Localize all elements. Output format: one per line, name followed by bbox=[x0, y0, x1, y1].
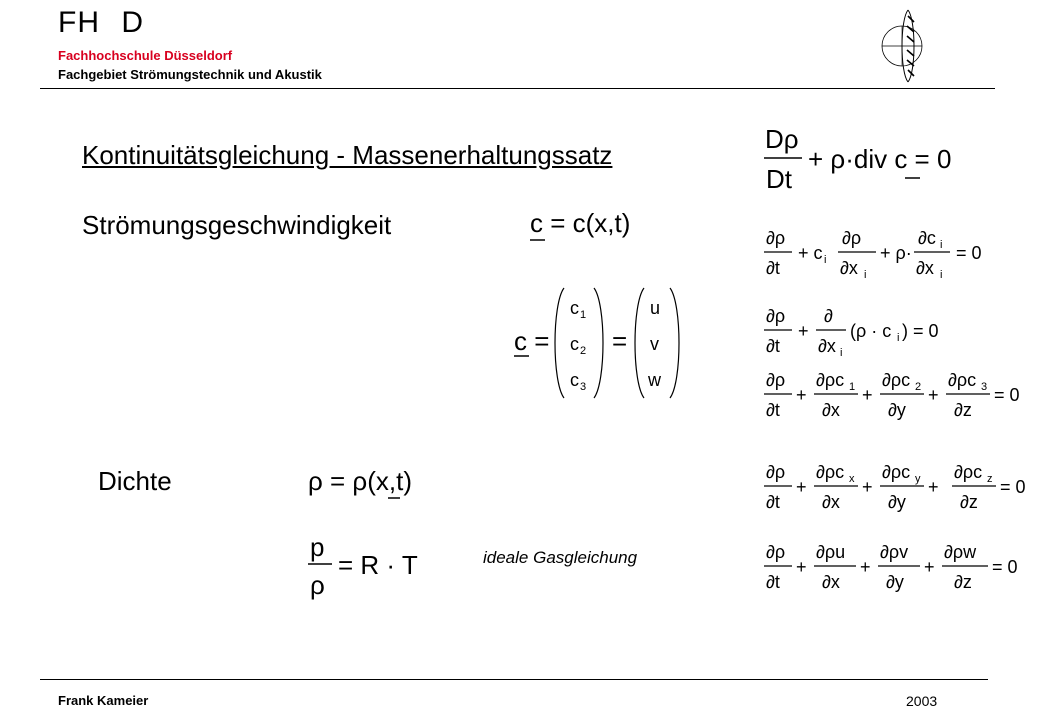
svg-text:∂ρc: ∂ρc bbox=[882, 462, 911, 482]
slide-title: Kontinuitätsgleichung - Massenerhaltungssatz bbox=[82, 140, 613, 170]
continuity-equation-index-2 bbox=[762, 300, 952, 360]
footer-rule bbox=[40, 679, 988, 680]
svg-text:∂ρc: ∂ρc bbox=[954, 462, 983, 482]
header-rule bbox=[40, 88, 995, 89]
svg-text:c = c(x,t): c = c(x,t) bbox=[530, 208, 631, 238]
gas-law-note: ideale Gasgleichung bbox=[483, 548, 638, 567]
svg-text:(ρ · c: (ρ · c bbox=[850, 321, 892, 341]
svg-text:∂: ∂ bbox=[824, 306, 833, 326]
velocity-function bbox=[528, 200, 668, 250]
svg-text:= 0: = 0 bbox=[1000, 477, 1026, 497]
svg-text:∂ρu: ∂ρu bbox=[816, 542, 846, 562]
svg-text:3: 3 bbox=[580, 381, 587, 393]
svg-text:z: z bbox=[987, 473, 993, 485]
department-name: Fachgebiet Strömungstechnik und Akustik bbox=[58, 67, 322, 82]
svg-text:+: + bbox=[796, 557, 807, 577]
density-label: Dichte bbox=[98, 466, 172, 496]
svg-text:∂t: ∂t bbox=[766, 336, 780, 356]
svg-text:Dt: Dt bbox=[766, 164, 792, 194]
svg-text:p: p bbox=[310, 532, 325, 562]
svg-text:∂ρc: ∂ρc bbox=[882, 370, 911, 390]
svg-text:2: 2 bbox=[915, 381, 922, 393]
svg-text:= 0: = 0 bbox=[994, 385, 1020, 405]
svg-text:) = 0: ) = 0 bbox=[902, 321, 939, 341]
svg-text:i: i bbox=[897, 332, 900, 344]
svg-text:∂c: ∂c bbox=[918, 228, 936, 248]
svg-text:∂z: ∂z bbox=[954, 572, 972, 592]
svg-text:u: u bbox=[650, 298, 661, 318]
svg-text:= 0: = 0 bbox=[956, 243, 982, 263]
svg-text:2: 2 bbox=[580, 345, 587, 357]
svg-text:y: y bbox=[915, 473, 921, 485]
velocity-label: Strömungsgeschwindigkeit bbox=[82, 210, 392, 240]
svg-text:∂ρ: ∂ρ bbox=[842, 228, 862, 248]
svg-text:∂ρc: ∂ρc bbox=[816, 462, 845, 482]
svg-text:Dρ: Dρ bbox=[765, 124, 799, 154]
logo-text: FH D bbox=[58, 6, 144, 39]
svg-text:c: c bbox=[570, 370, 579, 390]
svg-text:+: + bbox=[860, 557, 871, 577]
continuity-equation-cartesian-c123 bbox=[762, 364, 1032, 426]
svg-text:=: = bbox=[612, 326, 628, 356]
svg-text:c =: c = bbox=[514, 326, 550, 356]
svg-text:∂y: ∂y bbox=[888, 492, 906, 512]
svg-text:∂t: ∂t bbox=[766, 572, 780, 592]
svg-text:= 0: = 0 bbox=[992, 557, 1018, 577]
svg-text:∂ρc: ∂ρc bbox=[816, 370, 845, 390]
svg-text:+: + bbox=[924, 557, 935, 577]
svg-text:+ ρ·div c = 0: + ρ·div c = 0 bbox=[808, 144, 952, 174]
svg-text:x: x bbox=[849, 473, 855, 485]
svg-text:∂t: ∂t bbox=[766, 258, 780, 278]
svg-text:∂x: ∂x bbox=[822, 400, 840, 420]
svg-text:w: w bbox=[648, 370, 661, 390]
velocity-vector bbox=[512, 284, 688, 402]
density-function bbox=[306, 458, 446, 508]
svg-text:∂x: ∂x bbox=[916, 258, 934, 278]
svg-text:ρ = ρ(x,t): ρ = ρ(x,t) bbox=[308, 466, 412, 496]
svg-text:∂y: ∂y bbox=[888, 400, 906, 420]
school-name: Fachhochschule Düsseldorf bbox=[58, 48, 233, 63]
svg-text:i: i bbox=[840, 347, 843, 359]
svg-text:+: + bbox=[862, 385, 873, 405]
svg-text:∂z: ∂z bbox=[954, 400, 972, 420]
svg-text:+: + bbox=[928, 385, 939, 405]
author-name: Frank Kameier bbox=[58, 693, 149, 708]
svg-text:+: + bbox=[928, 477, 939, 497]
svg-text:∂x: ∂x bbox=[818, 336, 836, 356]
svg-text:∂ρ: ∂ρ bbox=[766, 306, 786, 326]
continuity-equation-cartesian-cxyz bbox=[762, 456, 1037, 518]
svg-text:∂x: ∂x bbox=[822, 492, 840, 512]
svg-text:∂t: ∂t bbox=[766, 492, 780, 512]
svg-text:3: 3 bbox=[981, 381, 988, 393]
svg-text:∂z: ∂z bbox=[960, 492, 978, 512]
svg-text:+ c: + c bbox=[798, 243, 823, 263]
svg-text:∂ρ: ∂ρ bbox=[766, 542, 786, 562]
svg-text:∂ρw: ∂ρw bbox=[944, 542, 977, 562]
continuity-equation-cartesian-uvw bbox=[762, 536, 1022, 598]
svg-text:ρ: ρ bbox=[310, 570, 325, 600]
svg-text:c: c bbox=[570, 334, 579, 354]
svg-text:i: i bbox=[940, 239, 943, 251]
svg-text:∂ρc: ∂ρc bbox=[948, 370, 977, 390]
svg-text:∂y: ∂y bbox=[886, 572, 904, 592]
svg-text:∂x: ∂x bbox=[822, 572, 840, 592]
svg-text:∂ρ: ∂ρ bbox=[766, 462, 786, 482]
svg-text:∂x: ∂x bbox=[840, 258, 858, 278]
continuity-equation-substantial bbox=[762, 118, 982, 198]
svg-text:+: + bbox=[796, 385, 807, 405]
svg-text:+: + bbox=[796, 477, 807, 497]
svg-text:i: i bbox=[824, 254, 827, 266]
svg-text:∂ρ: ∂ρ bbox=[766, 370, 786, 390]
svg-text:1: 1 bbox=[849, 381, 856, 393]
continuity-equation-index-1 bbox=[762, 222, 992, 284]
svg-text:i: i bbox=[864, 269, 867, 281]
svg-text:+: + bbox=[798, 321, 809, 341]
svg-text:v: v bbox=[650, 334, 659, 354]
ideal-gas-equation bbox=[306, 528, 446, 602]
svg-text:1: 1 bbox=[580, 309, 587, 321]
svg-text:c: c bbox=[570, 298, 579, 318]
svg-text:+: + bbox=[862, 477, 873, 497]
svg-text:+ ρ·: + ρ· bbox=[880, 243, 912, 263]
svg-text:i: i bbox=[940, 269, 943, 281]
compressor-impeller-icon bbox=[876, 6, 926, 86]
svg-text:= R · T: = R · T bbox=[338, 550, 418, 580]
svg-text:∂ρv: ∂ρv bbox=[880, 542, 909, 562]
year: 2003 bbox=[906, 693, 938, 709]
svg-text:∂t: ∂t bbox=[766, 400, 780, 420]
svg-text:∂ρ: ∂ρ bbox=[766, 228, 786, 248]
